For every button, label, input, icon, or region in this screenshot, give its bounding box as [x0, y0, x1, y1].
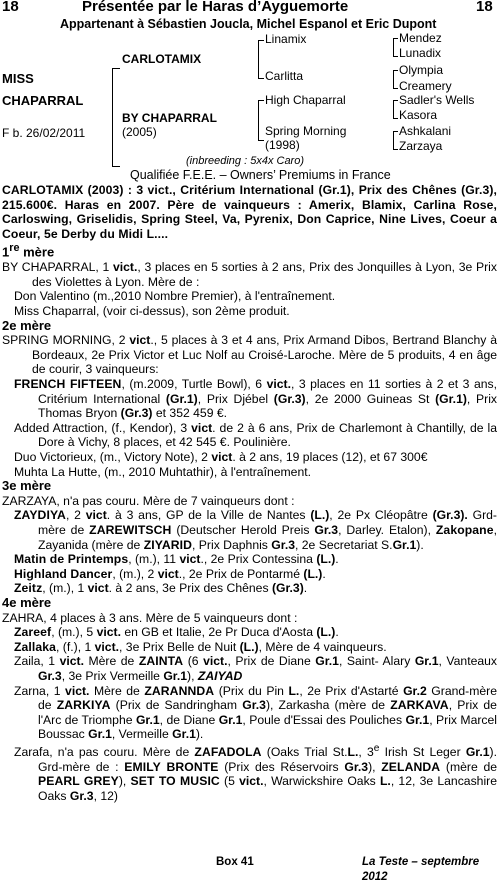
produce-matin: Matin de Printemps, (m.), 11 vict., 2e Prix Contessina (L.). [14, 552, 339, 567]
qualification-line: Qualifiée F.E.E. – Owners’ Premiums in France [130, 168, 391, 182]
produce-highland: Highland Dancer, (m.), 2 vict., 2e Prix de Pontarmé (L.). [14, 566, 326, 581]
produce-duo-victorieux: Duo Victorieux, (m., Victory Note), 2 vict. à 2 ans, 19 places (12), et 67 300€ [14, 450, 428, 465]
horse-birth: F b. 26/02/2011 [2, 126, 86, 140]
sss: Mendez [399, 31, 442, 45]
owners-line: Appartenant à Sébastien Joucla, Michel Espanol et Eric Dupont [60, 17, 437, 31]
sdd: Creamery [399, 79, 452, 93]
dds: Ashkalani [399, 124, 452, 138]
page-title: Présentée par le Haras d’Ayguemorte [82, 0, 349, 15]
sire-name: CARLOTAMIX [122, 52, 202, 66]
horse-name-1: MISS [2, 71, 34, 86]
first-dam-text: BY CHAPARRAL, 1 vict., 3 places en 5 sorties à 2 ans, Prix des Jonquilles à Lyon, 3e Prix des Violettes à Lyon. Mère de : [2, 260, 497, 289]
fourth-dam-text: ZAHRA, 4 places à 3 ans. Mère de 5 vainqueurs dont : [2, 610, 298, 625]
produce-muhta: Muhta La Hutte, (m., 2010 Muhtathir), à l'entraînement. [14, 464, 312, 479]
dss: Sadler's Wells [399, 93, 475, 107]
dam-dam: Spring Morning [265, 124, 347, 138]
sire-description: CARLOTAMIX (2003) : 3 vict., Critérium International (Gr.1), Prix des Chênes (Gr.3), 215.600€. Haras en 2007. Père de vainqueurs : Amerix, Blamix, Carlina Rose, Carloswing, Griselidis, Spring Steel, Va, Pyrenix, Don Caprice, Nine Lives, Coeur a Coeur, 5e Derby du Midi L.... [2, 183, 497, 241]
dam-dam-year: (1998) [265, 138, 300, 152]
sds: Olympia [399, 63, 444, 77]
section-fourth-dam: 4e mère [2, 594, 52, 610]
produce-2: Miss Chaparral, (voir ci-dessus), son 2ème produit. [14, 304, 290, 319]
sire-dam: Carlitta [265, 69, 304, 83]
produce-zaydiya: ZAYDIYA, 2 vict. à 3 ans, GP de la Ville de Nantes (L.), 2e Px Cléopâtre (Gr.3). Grd-mère de ZAREWITSCH (Deutscher Herold Preis Gr.3, Darley. Etalon), Zakopane, Zayanida (mère de ZIYARID, Prix Daphnis Gr.3, 2e Secretariat S.Gr.1). [14, 508, 497, 552]
section-third-dam: 3e mère [2, 478, 52, 494]
pedigree-notes [2, 183, 497, 803]
produce-zaila: Zaila, 1 vict. Mère de ZAINTA (6 vict., Prix de Diane Gr.1, Saint- Alary Gr.1, Vanteaux Gr.3, 3e Prix Vermeille Gr.1), ZAIYAD [14, 654, 498, 683]
sire-sire: Linamix [265, 32, 307, 46]
second-dam-text: SPRING MORNING, 2 vict., 5 places à 3 et 4 ans, Prix Armand Dibos, Bertrand Blanchy à Bordeaux, 2e Prix Victor et Luc Nolf au Croisé-Laroche. Mère de 5 produits, 4 en âge de courir, 3 vainqueurs: [2, 333, 498, 377]
lot-number-right: 18 [476, 0, 493, 15]
dam-name: BY CHAPARRAL [122, 111, 217, 125]
ddd: Zarzaya [399, 139, 443, 153]
section-second-dam: 2e mère [2, 317, 52, 333]
inbreeding-note: (inbreeding : 5x4x Caro) [186, 155, 305, 167]
horse-name-2: CHAPARRAL [2, 93, 84, 108]
lot-number-left: 18 [2, 0, 19, 15]
section-first-dam: 1re mère [2, 242, 55, 260]
dam-year: (2005) [122, 125, 157, 139]
produce-1: Don Valentino (m.,2010 Nombre Premier), à l'entraînement. [14, 289, 336, 304]
produce-zareef: Zareef, (m.), 5 vict. en GB et Italie, 2e Pr Duca d'Aosta (L.). [14, 625, 339, 640]
third-dam-text: ZARZAYA, n'a pas couru. Mère de 7 vainqueurs dont : [2, 493, 295, 508]
event-name: La Teste – septembre 2012 [362, 856, 480, 883]
produce-added-attraction: Added Attraction, (f., Kendor), 3 vict. de 2 à 6 ans, Prix de Charlemont à Chantilly, de la Dore à Vichy, 8 places, et 42 545 €. Poulinière. [14, 420, 497, 450]
ssd: Lunadix [399, 46, 442, 60]
dam-sire: High Chaparral [265, 93, 346, 107]
produce-zallaka: Zallaka, (f.), 1 vict., 3e Prix Belle de Nuit (L.), Mère de 4 vainqueurs. [14, 639, 387, 654]
produce-zarna: Zarna, 1 vict. Mère de ZARANNDA (Prix du Pin L., 2e Prix d'Astarté Gr.2 Grand-mère de ZARKIYA (Prix de Sandringham Gr.3), Zarkasha (mère de ZARKAVA, Prix de l'Arc de Triomphe Gr.1, de Diane Gr.1, Poule d'Essai des Pouliches Gr.1, Prix Marcel Boussac Gr.1, Vermeille Gr.1). [14, 683, 497, 742]
produce-zeitz: Zeitz, (m.), 1 vict. à 2 ans, 3e Prix des Chênes (Gr.3). [14, 581, 308, 596]
produce-zarafa: Zarafa, n'a pas couru. Mère de ZAFADOLA (Oaks Trial St.L., 3e Irish St Leger Gr.1). Grd-mère de : EMILY BRONTE (Prix des Réservoirs Gr.3), ZELANDA (mère de PEARL GREY), SET TO MUSIC (5 vict., Warwickshire Oaks L., 12, 3e Lancashire Oaks Gr.3, 12) [14, 742, 498, 803]
dsd: Kasora [399, 108, 438, 122]
produce-french-fifteen: FRENCH FIFTEEN, (m.2009, Turtle Bowl), 6 vict., 3 places en 11 sorties à 2 et 3 ans, Critérium International (Gr.1), Prix Djébel (Gr.3), 2e 2000 Guineas St (Gr.1), Prix Thomas Bryon (Gr.3) et 352 459 €. [14, 377, 497, 421]
box-number: Box 41 [216, 856, 254, 868]
